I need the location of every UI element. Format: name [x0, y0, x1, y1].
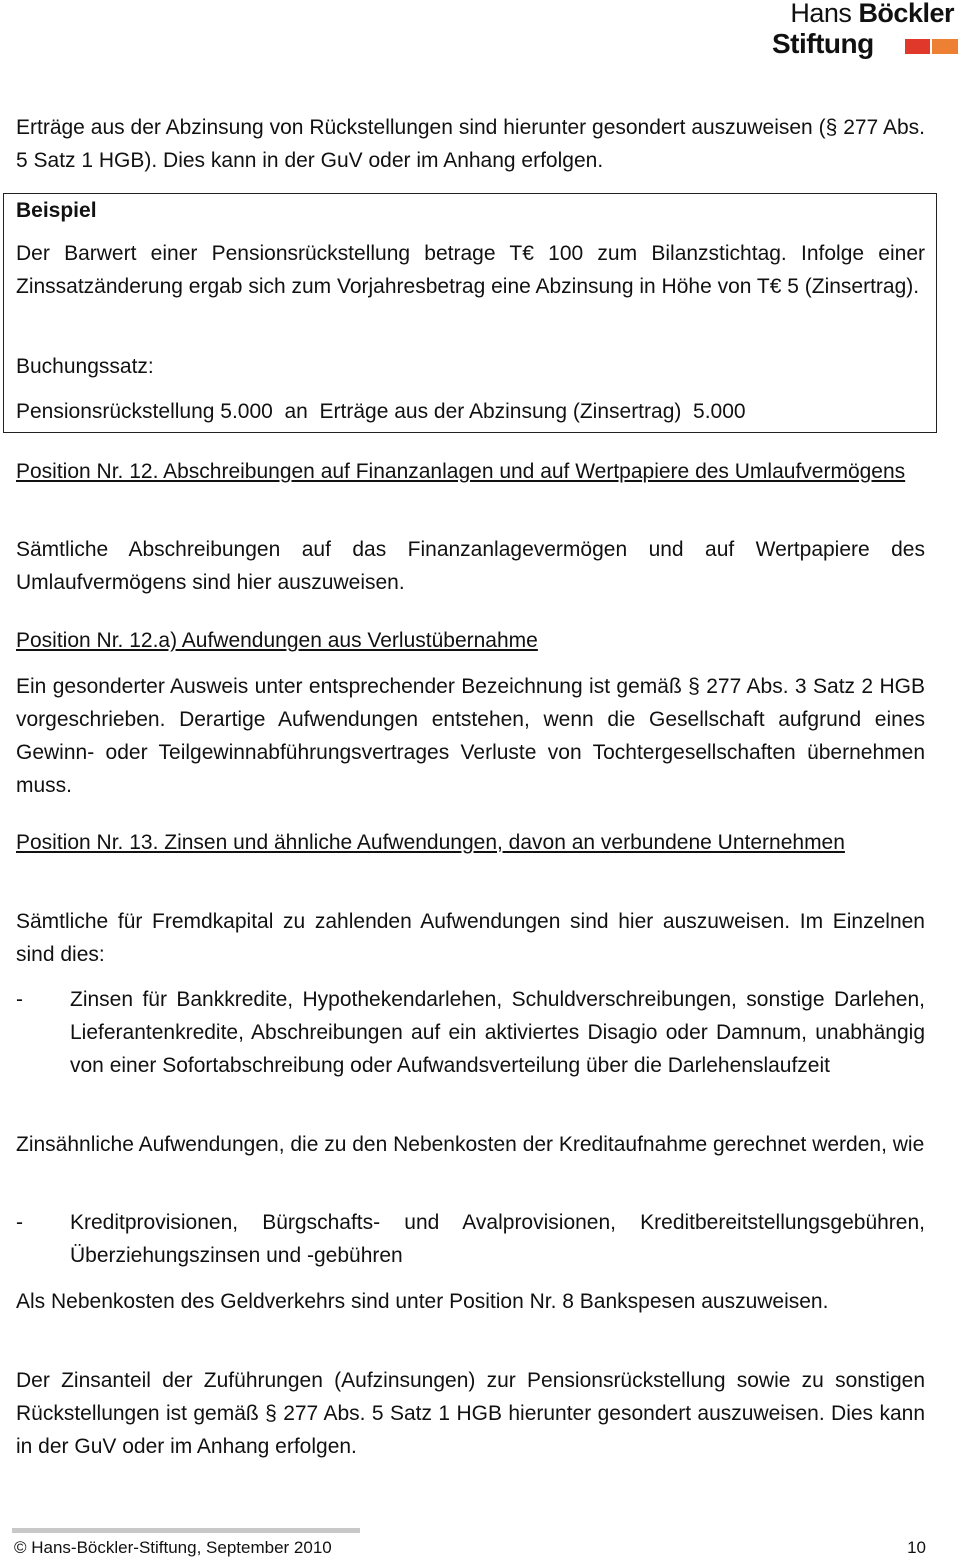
section-heading-13: Position Nr. 13. Zinsen und ähnliche Aufwendungen, davon an verbundene Unternehmen	[16, 831, 845, 854]
logo-text-line2: Stiftung	[772, 28, 874, 59]
footer-rule	[12, 1528, 360, 1533]
section-heading-12: Position Nr. 12. Abschreibungen auf Finanzanlagen und auf Wertpapiere des Umlaufvermögens	[16, 460, 906, 483]
list-item-text: Kreditprovisionen, Bürgschafts- und Avalprovisionen, Kreditbereitstellungsgebühren, Überziehungszinsen und -gebühren	[70, 1211, 925, 1267]
list-item	[16, 1206, 925, 1272]
list-dash: -	[16, 1211, 23, 1234]
list-dash: -	[16, 988, 23, 1011]
paragraph: Der Zinsanteil der Zuführungen (Aufzinsungen) zur Pensionsrückstellung sowie zu sonstigen Rückstellungen ist gemäß § 277 Abs. 5 Satz 1 HGB hierunter gesondert auszuweisen. Dies kann in der GuV oder im Anhang erfolgen.	[16, 1369, 925, 1458]
list-item	[16, 983, 925, 1082]
logo-text: Hans	[790, 0, 852, 28]
logo-orange-bar	[932, 39, 958, 54]
logo-text-bold: Böckler	[858, 0, 954, 28]
logo-red-bar	[905, 39, 930, 54]
paragraph: Sämtliche für Fremdkapital zu zahlenden Aufwendungen sind hier auszuweisen. Im Einzelnen sind dies:	[16, 910, 925, 966]
booking-entry: Pensionsrückstellung 5.000 an Erträge aus der Abzinsung (Zinsertrag) 5.000	[16, 400, 746, 423]
list-item-text: Zinsen für Bankkredite, Hypothekendarlehen, Schuldverschreibungen, sonstige Darlehen, Lieferantenkredite, Abschreibungen auf ein aktiviertes Disagio oder Damnum, unabhängig von einer Sofortabschreibung oder Aufwandsverteilung über die Darlehenslaufzeit	[70, 988, 925, 1077]
booking-label: Buchungssatz:	[16, 355, 154, 378]
section-heading-12a: Position Nr. 12.a) Aufwendungen aus Verlustübernahme	[16, 629, 538, 652]
paragraph: Sämtliche Abschreibungen auf das Finanzanlagevermögen und auf Wertpapiere des Umlaufvermögens sind hier auszuweisen.	[16, 538, 925, 594]
example-text: Der Barwert einer Pensionsrückstellung betrage T€ 100 zum Bilanzstichtag. Infolge einer Zinssatzänderung ergab sich zum Vorjahresbetrag eine Abzinsung in Höhe von T€ 5 (Zinsertrag).	[16, 242, 925, 298]
paragraph: Als Nebenkosten des Geldverkehrs sind unter Position Nr. 8 Bankspesen auszuweisen.	[16, 1290, 829, 1313]
example-title: Beispiel	[16, 199, 97, 222]
paragraph: Zinsähnliche Aufwendungen, die zu den Nebenkosten der Kreditaufnahme gerechnet werden, wie	[16, 1133, 925, 1156]
paragraph: Erträge aus der Abzinsung von Rückstellungen sind hierunter gesondert auszuweisen (§ 277 Abs. 5 Satz 1 HGB). Dies kann in der GuV oder im Anhang erfolgen.	[16, 116, 925, 172]
paragraph: Ein gesonderter Ausweis unter entsprechender Bezeichnung ist gemäß § 277 Abs. 3 Satz 2 HGB vorgeschrieben. Derartige Aufwendungen entstehen, wenn die Gesellschaft aufgrund eines Gewinn- oder Teilgewinnabführungsvertrages Verluste von Tochtergesellschaften übernehmen muss.	[16, 675, 925, 797]
page-number: 10	[907, 1538, 926, 1557]
footer-copyright: © Hans-Böckler-Stiftung, September 2010	[14, 1538, 332, 1557]
hans-boeckler-logo	[766, 0, 956, 64]
